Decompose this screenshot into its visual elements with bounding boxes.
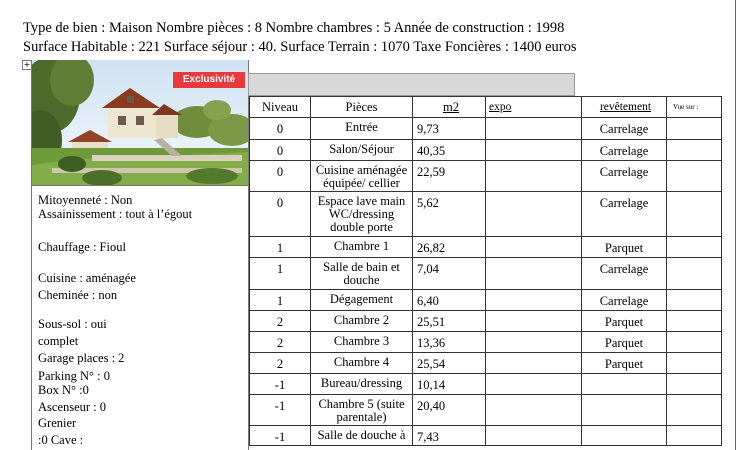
header-revetement: revêtement [582, 97, 667, 118]
table-row [250, 311, 722, 332]
cell-niveau: 2 [250, 332, 311, 353]
cell-m2: 25,51 [413, 311, 486, 332]
cell-piece: Bureau/dressing [311, 374, 413, 395]
table-row [250, 161, 722, 192]
cell-vue [667, 395, 722, 426]
cell-piece: Espace lave main WC/dressing double porte [311, 192, 413, 237]
table-row [250, 374, 722, 395]
detail-sous-sol-complet: complet [38, 334, 79, 348]
cell-piece: Entrée [311, 118, 413, 140]
cell-vue [667, 192, 722, 237]
table-row [250, 140, 722, 161]
cell-expo [486, 118, 582, 140]
cell-vue [667, 426, 722, 446]
cell-m2: 13,36 [413, 332, 486, 353]
cell-revetement: Parquet [582, 237, 667, 258]
cell-piece: Chambre 3 [311, 332, 413, 353]
cell-piece: Dégagement [311, 290, 413, 311]
cell-expo [486, 161, 582, 192]
cell-m2: 9,73 [413, 118, 486, 140]
table-row [250, 192, 722, 237]
cell-niveau: 1 [250, 290, 311, 311]
cell-niveau: 1 [250, 237, 311, 258]
cell-expo [486, 290, 582, 311]
cell-revetement [582, 395, 667, 426]
cell-revetement: Carrelage [582, 140, 667, 161]
cell-piece: Chambre 4 [311, 353, 413, 374]
cell-expo [486, 374, 582, 395]
table-row [250, 353, 722, 374]
cell-piece: Salle de douche à [311, 426, 413, 446]
detail-grenier: Grenier [38, 416, 77, 430]
cell-revetement: Carrelage [582, 258, 667, 290]
cell-niveau: 2 [250, 311, 311, 332]
table-title-bar [248, 73, 575, 96]
table-anchor-handle[interactable]: + [23, 60, 31, 69]
cell-expo [486, 237, 582, 258]
header-pieces: Pièces [311, 97, 413, 118]
detail-sous-sol: Sous-sol : oui [38, 317, 107, 331]
cell-niveau: 0 [250, 140, 311, 161]
cell-vue [667, 374, 722, 395]
cell-vue [667, 311, 722, 332]
table-row [250, 237, 722, 258]
header-line-1: Type de bien : Maison Nombre pièces : 8 Nombre chambres : 5 Année de construction : 1998 [23, 20, 565, 36]
table-row [250, 258, 722, 290]
cell-vue [667, 237, 722, 258]
cell-m2: 7,04 [413, 258, 486, 290]
cell-piece: Salle de bain et douche [311, 258, 413, 290]
detail-parking: Parking N° : 0 [38, 369, 111, 383]
cell-vue [667, 258, 722, 290]
cell-vue [667, 353, 722, 374]
cell-expo [486, 395, 582, 426]
cell-piece: Salon/Séjour [311, 140, 413, 161]
cell-expo [486, 311, 582, 332]
cell-revetement: Carrelage [582, 118, 667, 140]
cell-expo [486, 192, 582, 237]
cell-niveau: -1 [250, 395, 311, 426]
cell-m2: 7,43 [413, 426, 486, 446]
cell-niveau: -1 [250, 374, 311, 395]
cell-revetement: Carrelage [582, 290, 667, 311]
cell-revetement: Parquet [582, 353, 667, 374]
cell-niveau: 1 [250, 258, 311, 290]
cell-piece: Chambre 5 (suite parentale) [311, 395, 413, 426]
table-header-row [250, 97, 722, 118]
cell-piece: Chambre 2 [311, 311, 413, 332]
cell-m2: 20,40 [413, 395, 486, 426]
rooms-table [249, 96, 722, 446]
cell-niveau: 2 [250, 353, 311, 374]
cell-m2: 10,14 [413, 374, 486, 395]
cell-m2: 22,59 [413, 161, 486, 192]
table-row [250, 118, 722, 140]
cell-vue [667, 118, 722, 140]
cell-niveau: 0 [250, 192, 311, 237]
detail-cheminee: Cheminée : non [38, 288, 118, 302]
header-expo: expo [486, 97, 582, 118]
cell-revetement [582, 374, 667, 395]
page-right-border [735, 0, 736, 450]
cell-piece: Chambre 1 [311, 237, 413, 258]
cell-expo [486, 353, 582, 374]
cell-expo [486, 426, 582, 446]
table-body [250, 118, 722, 446]
cell-m2: 40,35 [413, 140, 486, 161]
header-line-2: Surface Habitable : 221 Surface séjour : 40. Surface Terrain : 1070 Taxe Foncières : 1400 euros [23, 39, 577, 55]
cell-niveau: 0 [250, 118, 311, 140]
table-row [250, 290, 722, 311]
cell-m2: 26,82 [413, 237, 486, 258]
cell-expo [486, 332, 582, 353]
detail-ascenseur: Ascenseur : 0 [38, 400, 107, 414]
cell-m2: 5,62 [413, 192, 486, 237]
cell-revetement [582, 426, 667, 446]
cell-niveau: 0 [250, 161, 311, 192]
cell-revetement: Carrelage [582, 161, 667, 192]
header-m2: m2 [413, 97, 486, 118]
detail-cuisine: Cuisine : aménagée [38, 271, 136, 285]
cell-m2: 6,40 [413, 290, 486, 311]
exclusivity-badge: Exclusivité [173, 72, 245, 88]
detail-garage: Garage places : 2 [38, 351, 125, 365]
cell-vue [667, 140, 722, 161]
cell-revetement: Carrelage [582, 192, 667, 237]
cell-vue [667, 290, 722, 311]
cell-expo [486, 258, 582, 290]
detail-assainissement: Assainissement : tout à l’égout [38, 207, 193, 221]
detail-box: Box N° :0 [38, 383, 89, 397]
cell-piece: Cuisine aménagée équipée/ cellier [311, 161, 413, 192]
detail-mitoyennete: Mitoyenneté : Non [38, 193, 133, 207]
cell-revetement: Parquet [582, 332, 667, 353]
detail-cave: :0 Cave : [38, 433, 84, 447]
cell-vue [667, 161, 722, 192]
table-row [250, 426, 722, 446]
cell-revetement: Parquet [582, 311, 667, 332]
property-details-panel [31, 60, 249, 450]
cell-expo [486, 140, 582, 161]
house-photo [32, 60, 248, 186]
detail-chauffage: Chauffage : Fioul [38, 240, 126, 254]
header-niveau: Niveau [250, 97, 311, 118]
table-row [250, 395, 722, 426]
header-vue-sur: Vue sur : [667, 97, 722, 118]
cell-m2: 25,54 [413, 353, 486, 374]
table-row [250, 332, 722, 353]
cell-niveau: -1 [250, 426, 311, 446]
cell-vue [667, 332, 722, 353]
